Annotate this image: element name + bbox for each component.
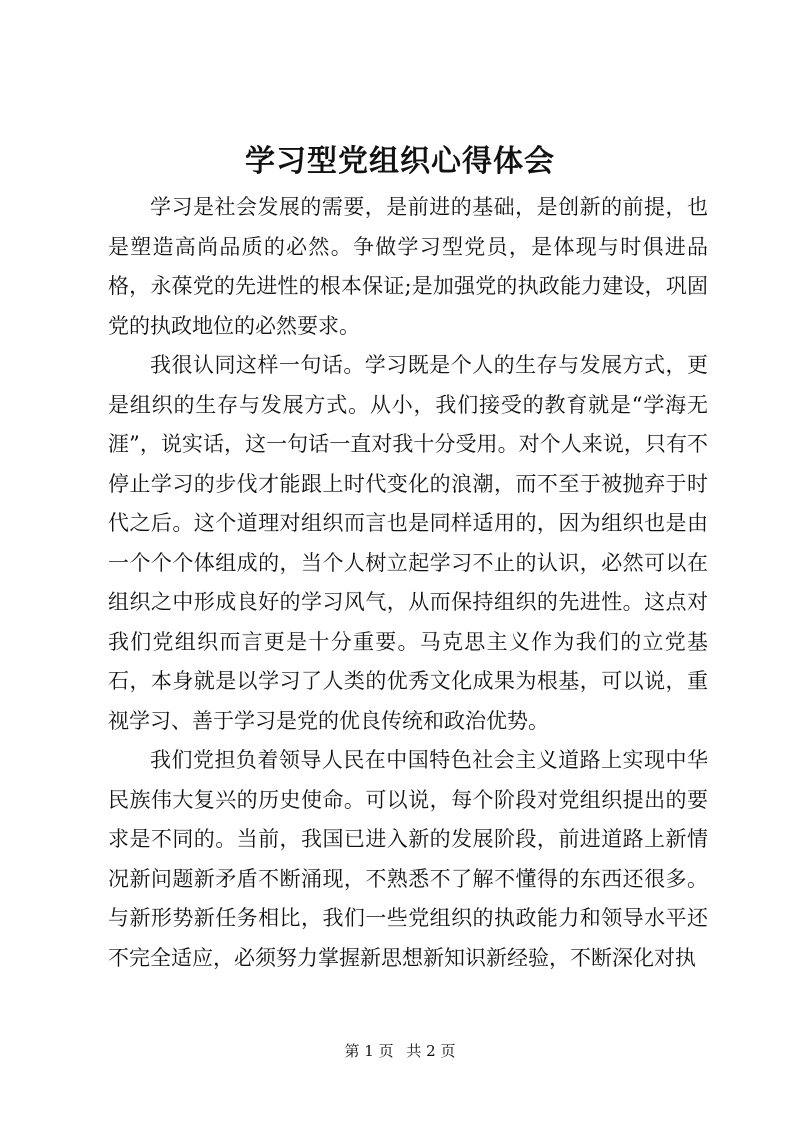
- document-body: [108, 188, 708, 978]
- paragraph: 学习是社会发展的需要，是前进的基础，是创新的前提，也是塑造高尚品质的必然。争做学习型党员，是体现与时俱进品格，永葆党的先进性的根本保证;是加强党的执政能力建设，巩固党的执政地位的必然要求。: [108, 195, 708, 338]
- page-total: 共 2 页: [406, 1042, 456, 1060]
- page-title: 学习型党组织心得体会: [245, 144, 555, 179]
- paragraph: 我们党担负着领导人民在中国特色社会主义道路上实现中华民族伟大复兴的历史使命。可以说，每个阶段对党组织提出的要求是不同的。当前，我国已进入新的发展阶段，前进道路上新情况新问题新矛盾不断涌现，不熟悉不了解不懂得的东西还很多。与新形势新任务相比，我们一些党组织的执政能力和领导水平还不完全适应，必须努力掌握新思想新知识新经验，不断深化对执: [108, 748, 708, 970]
- page-footer: [0, 1041, 800, 1061]
- paragraph: 我很认同这样一句话。学习既是个人的生存与发展方式，更是组织的生存与发展方式。从小，我们接受的教育就是“学海无涯”，说实话，这一句话一直对我十分受用。对个人来说，只有不停止学习的步伐才能跟上时代变化的浪潮，而不至于被抛弃于时代之后。这个道理对组织而言也是同样适用的，因为组织也是由一个个个体组成的，当个人树立起学习不止的认识，必然可以在组织之中形成良好的学习风气，从而保持组织的先进性。这点对我们党组织而言更是十分重要。马克思主义作为我们的立党基石，本身就是以学习了人类的优秀文化成果为根基，可以说，重视学习、善于学习是党的优良传统和政治优势。: [108, 353, 708, 733]
- page-number: 第 1 页: [344, 1042, 394, 1060]
